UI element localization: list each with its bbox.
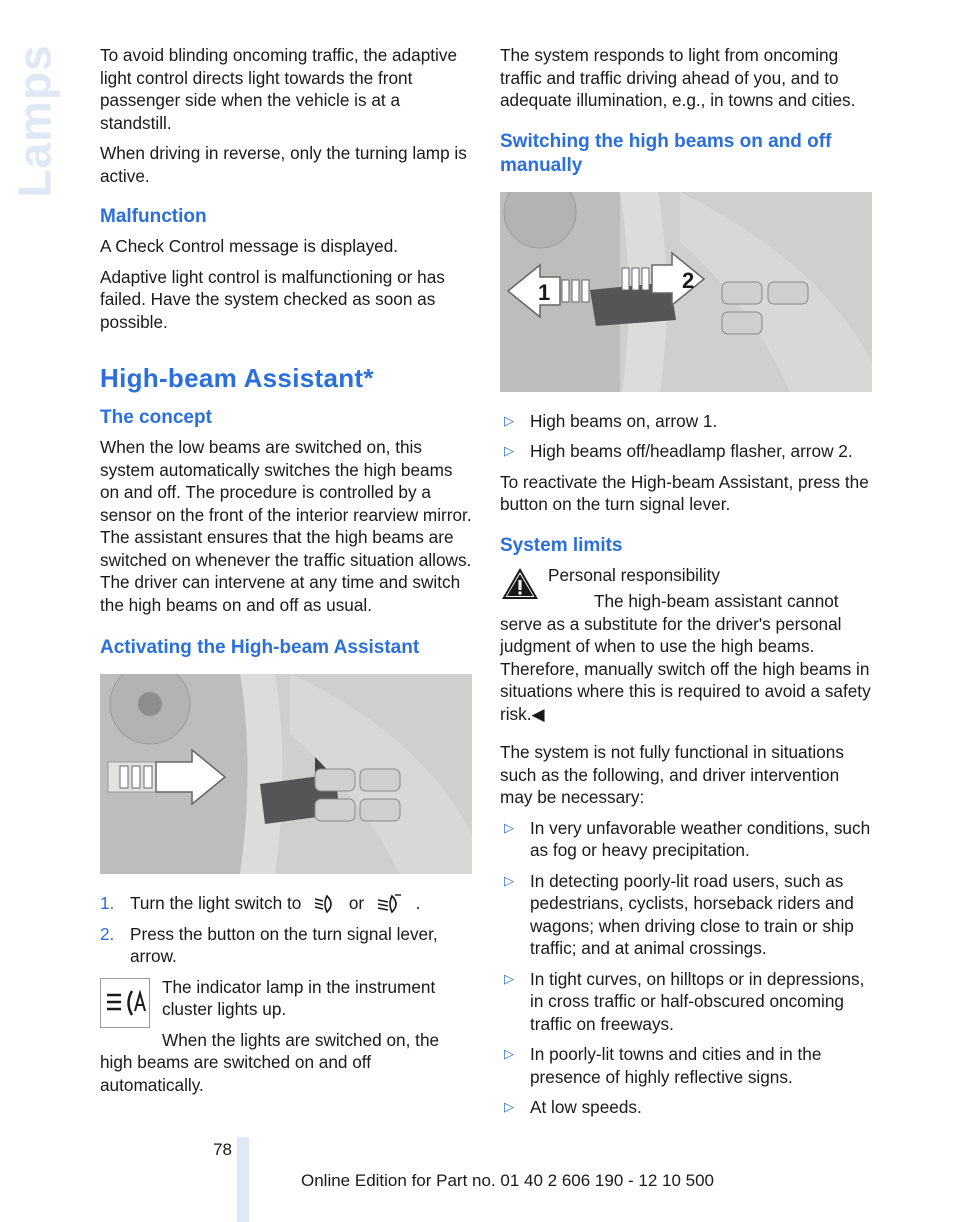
- malfunction-paragraph-1: A Check Control message is displayed.: [100, 236, 399, 256]
- indicator-note: [100, 976, 472, 1097]
- warning-triangle-icon: [500, 566, 540, 602]
- step-or: or: [348, 893, 365, 913]
- malfunction-heading: Malfunction: [100, 206, 207, 227]
- arrow-label-1: 1: [538, 279, 551, 305]
- list-item: [500, 870, 874, 960]
- lights-text: When the lights are switched on, the high beams are switched on and off automatically.: [100, 1029, 440, 1095]
- footer-accent-bar: [237, 1137, 249, 1222]
- list-item-text: High beams on, arrow 1.: [530, 410, 718, 431]
- concept-heading: The concept: [100, 407, 212, 428]
- list-item: [500, 1043, 874, 1088]
- arrow-label-2: 2: [682, 267, 695, 293]
- steering-lever-figure-1: [100, 674, 472, 874]
- steering-lever-illustration: [100, 674, 472, 874]
- right-column: [500, 44, 874, 1127]
- intro-paragraph-1: To avoid blinding oncoming traffic, the adaptive light control directs light towards the front passenger side when the vehicle is at a standstill.: [100, 45, 458, 133]
- step-text: Press the button on the turn signal lever, arrow.: [130, 923, 438, 966]
- list-item-text: High beams off/headlamp flasher, arrow 2.: [530, 441, 853, 461]
- list-item-text: In poorly-lit towns and cities and in the presence of highly reflective signs.: [530, 1044, 822, 1087]
- activating-heading: Activating the High-beam Assistant: [100, 637, 420, 658]
- list-item: [500, 817, 874, 862]
- step-number: 1.: [100, 893, 115, 913]
- response-paragraph: The system responds to light from oncoming traffic and traffic driving ahead of you, and to adequate illumination, e.g., in towns and cities.: [500, 45, 856, 110]
- manual-high-beam-illustration: [500, 192, 872, 392]
- list-item: [500, 968, 874, 1036]
- malfunction-paragraph-2: Adaptive light control is malfunctioning or has failed. Have the system checked as soon as possible.: [100, 266, 445, 332]
- triangle-bullet-icon: ▷: [504, 443, 514, 458]
- hba-heading: High-beam Assistant*: [100, 363, 374, 393]
- concept-text: When the low beams are switched on, this system automatically switches the high beams on and off. The procedure is controlled by a sensor on the front of the interior rearview mirror. The assistant ensures that the high beams are switched on whenever the traffic situation allows. The driver can intervene at any time and switch the high beams on and off as usual.: [100, 437, 472, 615]
- list-item: [500, 410, 874, 433]
- triangle-bullet-icon: ▷: [504, 1046, 514, 1061]
- intro-paragraph-2: When driving in reverse, only the turning lamp is active.: [100, 143, 467, 186]
- automatic-headlight-icon: [377, 894, 403, 914]
- step-number: 2.: [100, 923, 115, 944]
- high-beam-assistant-indicator-icon: [100, 978, 150, 1028]
- list-item-text: In detecting poorly-lit road users, such as pedestrians, cyclists, horseback riders and wagons; when driving close to train or ship traffic; and at animal crossings.: [530, 870, 854, 958]
- side-title-text: Lamps: [8, 44, 61, 198]
- warning-title: Personal responsibility: [548, 564, 720, 585]
- page-number: 78: [213, 1140, 232, 1159]
- footer-edition-text: Online Edition for Part no. 01 40 2 606 190 - 12 10 500: [301, 1171, 715, 1190]
- step-text-before: Turn the light switch to: [130, 893, 302, 913]
- step-item-1: [100, 892, 472, 915]
- reactivate-text: To reactivate the High-beam Assistant, press the button on the turn signal lever.: [500, 471, 869, 514]
- left-column: [100, 44, 472, 1104]
- triangle-bullet-icon: ▷: [504, 1099, 514, 1114]
- triangle-bullet-icon: ▷: [504, 970, 514, 986]
- switch-list: [500, 410, 874, 463]
- activation-steps: [100, 892, 472, 968]
- warning-text: The high-beam assistant cannot serve as a substitute for the driver's personal judgment of when to use the high beams. Therefore, manually switch off the high beams in situations where this is required to avoid a safety risk.◀: [500, 591, 871, 724]
- step-text-after: .: [415, 893, 421, 913]
- switching-heading: Switching the high beams on and off manually: [500, 130, 832, 176]
- step-item-2: [100, 923, 472, 968]
- triangle-bullet-icon: ▷: [504, 819, 514, 835]
- warning-block: [500, 564, 874, 726]
- list-item-text: In tight curves, on hilltops or in depressions, in cross traffic or half-obscured oncoming traffic on freeways.: [530, 968, 865, 1034]
- limits-heading: System limits: [500, 534, 623, 556]
- limits-list: [500, 817, 874, 1119]
- indicator-text: The indicator lamp in the instrument cluster lights up.: [162, 976, 436, 1019]
- list-item-text: At low speeds.: [530, 1097, 642, 1117]
- steering-lever-figure-2: [500, 192, 872, 392]
- triangle-bullet-icon: ▷: [504, 412, 514, 428]
- list-item: [500, 440, 874, 463]
- low-beam-icon: [314, 894, 336, 914]
- limits-intro: The system is not fully functional in situations such as the following, and driver intervention may be necessary:: [500, 742, 844, 807]
- list-item: [500, 1096, 874, 1119]
- triangle-bullet-icon: ▷: [504, 872, 514, 888]
- list-item-text: In very unfavorable weather conditions, such as fog or heavy precipitation.: [530, 817, 871, 860]
- section-side-title: [0, 40, 61, 198]
